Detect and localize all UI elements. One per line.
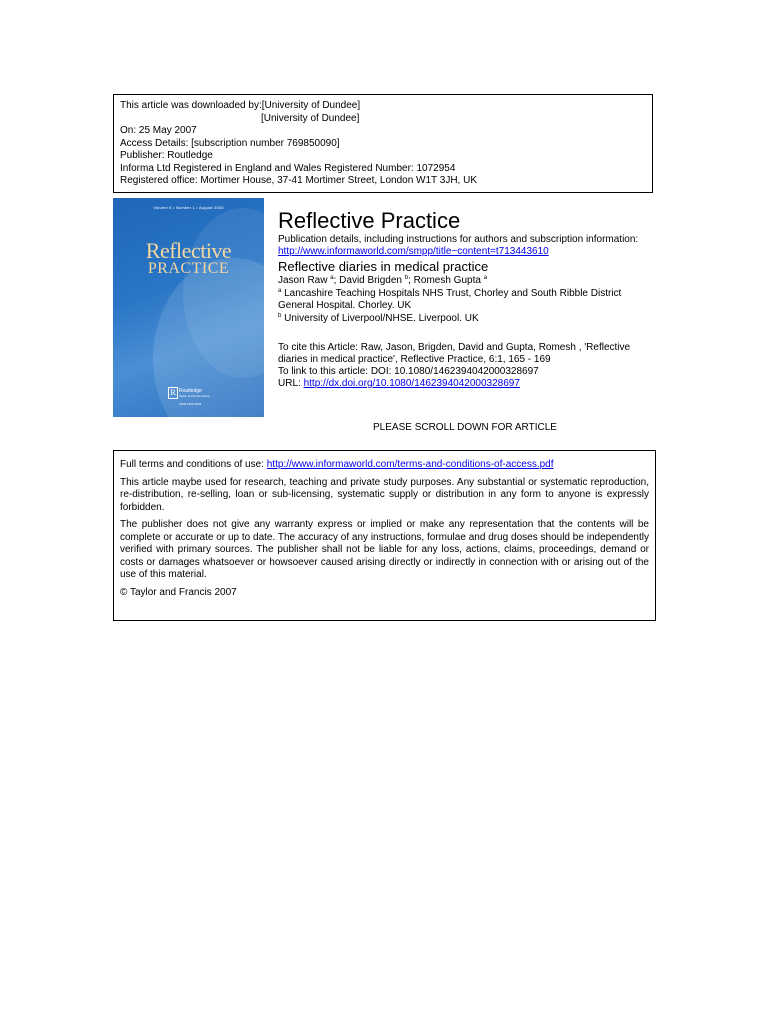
download-date: On: 25 May 2007: [120, 125, 197, 136]
url-line: URL: http://dx.doi.org/10.1080/1462394042000328697: [278, 378, 520, 389]
terms-line: Full terms and conditions of use: http://www.informaworld.com/terms-and-conditions-of-access.pdf: [120, 459, 554, 470]
download-info-box: [113, 94, 653, 193]
scroll-notice: PLEASE SCROLL DOWN FOR ARTICLE: [373, 422, 557, 433]
copyright-notice: © Taylor and Francis 2007: [120, 586, 237, 598]
cover-title-practice: PRACTICE: [147, 260, 230, 277]
author-list: Jason Raw $^a$; David Brigden $^b$; Romesh Gupta $^a$: [278, 275, 488, 286]
routledge-logo-icon: R: [168, 387, 178, 399]
terms-paragraph-usage: This article maybe used for research, teaching and private study purposes. Any substantial or systematic reproduction, re-distribution, re-selling, loan or sub-licensing, systematic supply or distribution in any form to anyone is expressly forbidden.: [120, 476, 649, 513]
downloaded-by-line: [120, 100, 646, 113]
author-gupta: Romesh Gupta: [413, 275, 481, 286]
affiliation-a-cont: General Hospital. Chorley. UK: [278, 300, 412, 311]
citation-line-1: To cite this Article: Raw, Jason, Brigden, David and Gupta, Romesh , 'Reflective: [278, 342, 631, 353]
article-title: Reflective diaries in medical practice: [278, 259, 489, 274]
cover-volume-line: Volume 6 • Number 1 • August 2005: [153, 205, 224, 210]
author-raw: Jason Raw: [278, 275, 328, 286]
affiliation-b: $^b$ University of Liverpool/NHSE. Liverpool. UK: [278, 312, 479, 324]
downloaded-by-institution-2: [University of Dundee]: [261, 112, 360, 124]
registered-office: Registered office: Mortimer House, 37-41 Mortimer Street, London W1T 3JH, UK: [120, 175, 477, 186]
citation-block: [278, 342, 648, 390]
cover-publisher-name: Routledge Taylor & Francis Group: [179, 388, 210, 398]
doi-line: To link to this article: DOI: 10.1080/14623940420003286​97: [278, 366, 539, 377]
doi-url-link[interactable]: http://dx.doi.org/10.1080/1462394042000328697: [303, 378, 520, 389]
terms-box: [113, 450, 656, 621]
terms-url-link[interactable]: http://www.informaworld.com/terms-and-conditions-of-access.pdf: [266, 459, 554, 470]
journal-title: Reflective Practice: [278, 208, 461, 233]
journal-url-link[interactable]: http://www.informaworld.com/smpp/title~content=t713443610: [278, 245, 549, 257]
author-brigden: David Brigden: [339, 275, 402, 286]
authors-block: [278, 275, 648, 325]
downloaded-by-label: This article was downloaded by:: [120, 100, 262, 111]
publication-details: [278, 234, 648, 257]
affiliation-a: $^a$ Lancashire Teaching Hospitals NHS Trust, Chorley and South Ribble District: [278, 287, 622, 299]
cover-title-reflective: Reflective: [145, 238, 232, 263]
citation-line-2: diaries in medical practice', Reflective Practice, 6:1, 165 - 169: [278, 354, 551, 365]
journal-cover-image: [113, 198, 264, 417]
downloaded-by-institution: [University of Dundee]: [261, 100, 361, 111]
publisher-line: Publisher: Routledge: [120, 150, 213, 161]
access-details: Access Details: [subscription number 769850090]: [120, 137, 340, 149]
cover-issn: ISSN 1462-3943: [179, 402, 202, 406]
publication-details-text: Publication details, including instructions for authors and subscription information:: [278, 234, 639, 245]
informa-registration: Informa Ltd Registered in England and Wales Registered Number: 1072954: [120, 162, 456, 174]
terms-paragraph-warranty: The publisher does not give any warranty express or implied or make any representation that the contents will be complete or accurate or up to date. The accuracy of any instructions, formulae and drug doses should be independently verified with primary sources. The publisher shall not be liable for any loss, actions, claims, proceedings, demand or costs or damages whatsoever or howsoever caused arising directly or indirectly in connection with or arising out of the use of this material.: [120, 519, 649, 580]
